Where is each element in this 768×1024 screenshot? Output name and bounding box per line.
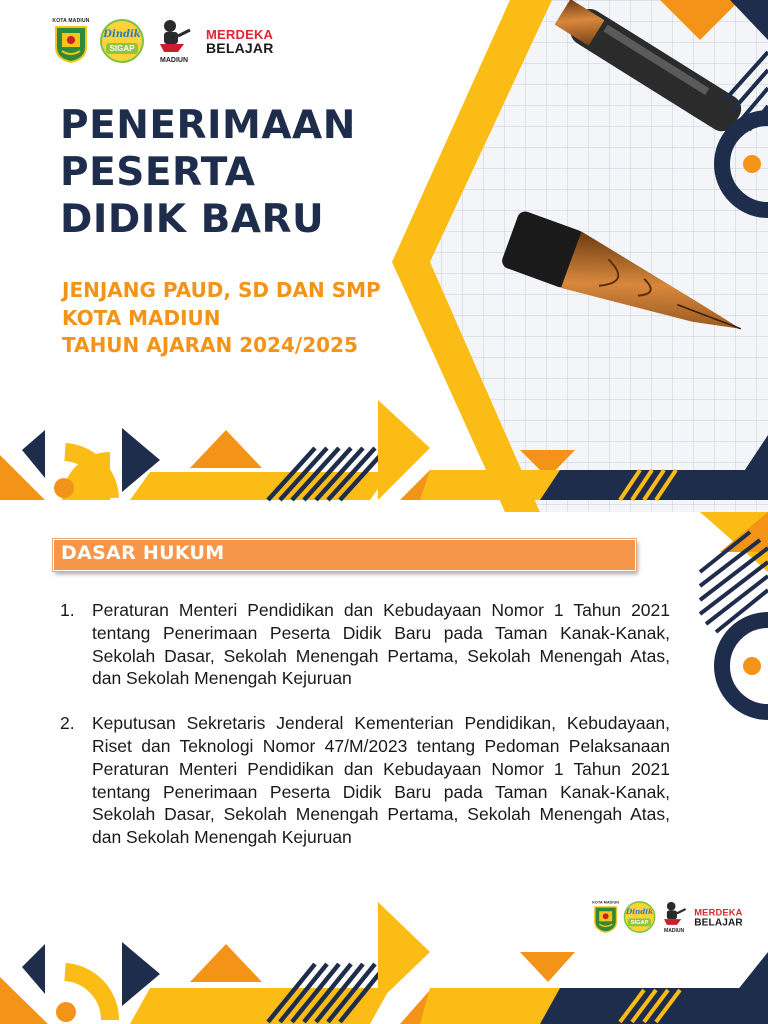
dindik-sigap-logo — [624, 901, 656, 933]
item-text: Keputusan Sekretaris Jenderal Kementerian Pendidikan, Kebudayaan, Riset dan Teknologi Nomor 47/M/2023 tentang Pedoman Pelaksanaan Peraturan Menteri Pendidikan dan Kebudayaan Nomor 1 Tahun 2021 tentang Penerimaan Peserta Didik Baru pada Taman Kanak-Kanak, Sekolah Dasar, Sekolah Menengah Pertama, Sekolah Menengah Atas, dan Sekolah Menengah Kejuruan — [92, 713, 670, 848]
section-heading: DASAR HUKUM — [61, 542, 225, 564]
dindik-sigap-logo — [100, 19, 144, 63]
merdeka-text: MERDEKA — [206, 26, 274, 42]
item-text: Peraturan Menteri Pendidikan dan Kebudayaan Nomor 1 Tahun 2021 tentang Penerimaan Peserta Didik Baru pada Taman Kanak-Kanak, Sekolah Dasar, Sekolah Menengah Pertama, Sekolah Menengah Atas, dan Sekolah Menengah Kejuruan — [92, 600, 670, 689]
subtitle-block — [62, 277, 462, 360]
merdeka-belajar-logo — [206, 28, 274, 55]
dindik-text: Dindik — [103, 29, 141, 40]
item-number: 2. — [60, 713, 75, 734]
merdeka-belajar-logo — [694, 907, 743, 926]
sigap-badge: SIGAP — [106, 43, 138, 54]
madiun-label: MADIUN — [160, 57, 188, 64]
subtitle-line: TAHUN AJARAN 2024/2025 — [62, 333, 358, 357]
shield-icon — [593, 905, 617, 932]
merdeka-text: MERDEKA — [694, 906, 743, 918]
madiun-label: MADIUN — [664, 928, 685, 934]
list-item — [60, 599, 670, 690]
page-title — [60, 102, 460, 243]
title-line: DIDIK BARU — [60, 197, 325, 242]
dindik-text: Dindik — [626, 908, 654, 917]
legal-basis-slide — [0, 512, 768, 1024]
mascot-icon — [660, 899, 689, 928]
title-line: PENERIMAAN — [60, 103, 356, 148]
sigap-badge: SIGAP — [628, 918, 651, 926]
logo-row — [52, 16, 274, 66]
subtitle-line: JENJANG PAUD, SD DAN SMP — [62, 278, 381, 302]
mascot-icon — [154, 16, 194, 56]
madiun-mascot-logo — [660, 899, 689, 935]
belajar-text: BELAJAR — [694, 915, 743, 928]
belajar-text: BELAJAR — [206, 39, 274, 56]
kota-madiun-crest-logo — [592, 900, 619, 933]
madiun-mascot-logo — [154, 16, 194, 66]
footer-logo-row — [592, 899, 743, 935]
crest-caption: KOTA MADIUN — [592, 900, 620, 905]
section-heading-bar — [53, 539, 636, 571]
item-number: 1. — [60, 600, 75, 620]
title-line: PESERTA — [60, 150, 256, 195]
shield-icon — [54, 25, 88, 63]
list-item — [60, 712, 670, 849]
legal-basis-list — [60, 599, 670, 871]
subtitle-line: KOTA MADIUN — [62, 305, 221, 330]
crest-caption: KOTA MADIUN — [52, 18, 90, 24]
kota-madiun-crest-logo — [52, 18, 90, 64]
